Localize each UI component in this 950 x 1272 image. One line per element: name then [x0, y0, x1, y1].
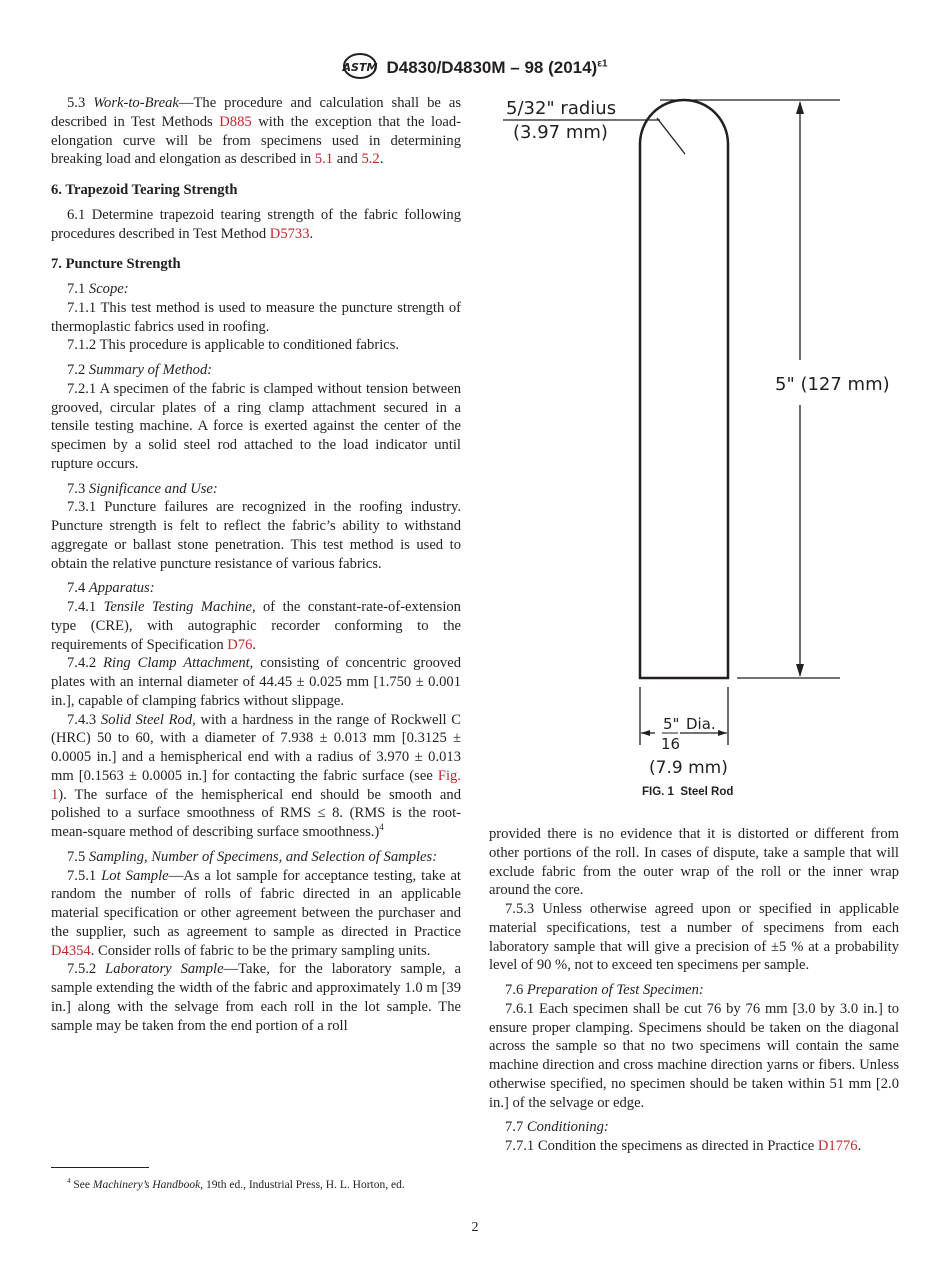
reference-link[interactable]: D76 — [227, 636, 253, 653]
dia-mm-label: (7.9 mm) — [649, 758, 728, 778]
text-run: 7.5.2 — [67, 961, 106, 978]
text-run: Work-to-Break — [93, 95, 179, 111]
dia-word: Dia. — [686, 715, 716, 733]
radius-leader-line — [657, 118, 685, 154]
footnote-ref: 4 — [379, 822, 384, 833]
text-run: consisting of concentric grooved plates with an internal diameter of 44.45 ± 0.025 mm [1.750 ± 0.001 in.], capable of clamping fabrics without slippage. — [51, 655, 461, 709]
text-run: provided there is no evidence that it is distorted or different from other portions of the roll. In cases of dispute, take a sample that will exclude fabric from the outer wrap of the roll or the inner wrap around the core. — [489, 826, 899, 899]
text-run: —As a lot sample for acceptance testing, take at random the number of rolls of fabric directed in an applicable material specification or other agreement between the purchaser and the supplier, such as agreement to sample as directed in Practice — [51, 867, 461, 940]
text-run: 7. Puncture Strength — [51, 256, 181, 273]
text-run: 7.4.2 — [67, 655, 104, 672]
text-run: 7.4.1 — [67, 599, 104, 615]
text-run: with the exception that the load-elongation curve will be from specimens used in determining breaking load and elongation as described in — [51, 113, 461, 168]
text-run: Ring Clamp Attachment, — [103, 655, 254, 672]
footnote-rule — [51, 1167, 149, 1168]
text-run: with a hardness in the range of Rockwell C (HRC) 50 to 60, with a diameter of 7.938 ± 0.013 mm [0.3125 ± 0.0005 in.] and a hemispherical end with a radius of 3.970 ± 0.013 mm [0.1563 ± 0.0005 in.] for contacting the fabric surface (see — [51, 711, 461, 784]
length-label: 5" (127 mm) — [775, 374, 890, 395]
text-run: Significance and Use: — [88, 480, 218, 497]
text-run: 7.3 — [67, 480, 89, 497]
reference-link[interactable]: D4354 — [51, 942, 91, 959]
footnote-title: Machinery’s Handbook — [92, 1178, 201, 1191]
text-run: Lot Sample — [101, 867, 169, 884]
arrow-up-icon — [796, 101, 804, 114]
arrow-right-icon — [718, 730, 727, 736]
text-run: . — [252, 636, 257, 653]
text-run: Sampling, Number of Specimens, and Selection of Samples: — [88, 848, 438, 865]
text-run: 7.6 — [505, 982, 527, 998]
text-run: Solid Steel Rod, — [100, 711, 196, 728]
rod-outline — [640, 100, 728, 678]
text-run: . Consider rolls of fabric to be the primary sampling units. — [90, 942, 431, 959]
figure-caption: FIG. 1 Steel Rod — [642, 786, 734, 798]
text-run: 5.3 — [67, 95, 94, 111]
text-run: 7.6.1 Each specimen shall be cut 76 by 76 mm [3.0 by 3.0 in.] to ensure proper clamping. Specimens should be taken on the diagonal across the sample so that no two specimens will contain the same machine direction and cross machine direction yarns or fibers. Unless otherwise specified, no specimen should be taken within 51 mm [2.0 in.] of the selvage or edge. — [489, 1000, 899, 1111]
dia-numerator: 5" — [663, 715, 680, 733]
text-run: . — [857, 1138, 862, 1154]
reference-link[interactable]: 5.2 — [361, 151, 380, 168]
paragraph — [489, 1137, 899, 1156]
page-number: 2 — [471, 1220, 479, 1235]
paragraph — [489, 825, 899, 900]
arrow-down-icon — [796, 664, 804, 677]
text-run: 7.1 — [67, 281, 89, 297]
designation-superscript: ε1 — [597, 58, 608, 70]
paragraph — [489, 1000, 899, 1113]
paragraph — [489, 1118, 899, 1137]
text-run: . — [379, 151, 384, 168]
reference-link[interactable]: D1776 — [817, 1138, 858, 1154]
reference-link[interactable]: Fig. 1 — [51, 767, 461, 803]
text-run: 7.2 — [67, 362, 89, 378]
radius-label: 5/32" radius — [506, 98, 617, 119]
right-column — [489, 825, 899, 1156]
radius-mm-label: (3.97 mm) — [513, 122, 608, 143]
svg-text:ASTM: ASTM — [343, 61, 378, 74]
text-run: —Take, for the laboratory sample, a sample extending the width of the fabric and approximately 1.0 m [39 in.] along with the selvage from each roll in the lot sample. The sample may be taken from the end portion of a roll — [51, 961, 461, 1034]
text-run: and — [333, 151, 362, 168]
paragraph — [51, 960, 461, 1035]
reference-link[interactable]: D5733 — [269, 225, 310, 242]
text-run: 6.1 Determine trapezoid tearing strength of the fabric following procedures described in Test Method — [51, 206, 461, 242]
text-run: 7.7.1 Condition the specimens as directed in Practice — [505, 1138, 818, 1154]
paragraph — [489, 981, 899, 1000]
text-run: —The procedure and calculation shall be as described in Test Methods — [51, 95, 461, 130]
text-run: 7.1.2 This procedure is applicable to conditioned fabrics. — [67, 337, 400, 354]
footnote-text: See — [73, 1178, 93, 1191]
paragraph — [51, 848, 461, 867]
text-run: Preparation of Test Specimen: — [526, 982, 704, 998]
footnote-text: , 19th ed., Industrial Press, H. L. Horton, ed. — [200, 1178, 405, 1191]
text-run: Laboratory Sample — [105, 961, 224, 978]
text-run: 7.5.3 Unless otherwise agreed upon or specified in applicable material specifications, test a number of specimens from each laboratory sample that will give a precision of ±5 % at a probability level of 90 %, not to exceed ten specimens per sample. — [489, 901, 899, 974]
text-run: 7.3.1 Puncture failures are recognized in the roofing industry. Puncture strength is felt to reflect the fabric’s ability to withstand aggregate or ballast stone penetration. This test method is used to obtain the relative puncture resistance of various fabrics. — [51, 499, 461, 572]
dia-denominator: 16 — [661, 735, 681, 753]
paragraph — [51, 867, 461, 961]
text-run: ). The surface of the hemispherical end should be smooth and polished to a surface smoothness of RMS ≤ 8. (RMS is the root-mean-square method of describing surface smoothness.) — [51, 786, 461, 840]
arrow-left-icon — [641, 730, 650, 736]
reference-link[interactable]: D885 — [219, 113, 252, 130]
footnote — [51, 1177, 461, 1191]
text-run: 6. Trapezoid Tearing Strength — [51, 182, 238, 198]
text-run: Conditioning: — [526, 1119, 609, 1136]
text-run: Scope: — [88, 281, 129, 297]
text-run: 7.4.3 — [67, 711, 101, 728]
text-run: 7.5 — [67, 848, 89, 865]
text-run: 7.4 — [67, 580, 89, 597]
text-run: . — [309, 225, 314, 242]
text-run: Summary of Method: — [88, 362, 213, 378]
paragraph — [489, 900, 899, 975]
text-run: Tensile Testing Machine, — [103, 599, 256, 615]
text-run: Apparatus: — [88, 580, 155, 597]
footnote-mark: 4 — [67, 1177, 71, 1185]
text-run: 7.7 — [505, 1119, 527, 1136]
text-run: 7.1.1 This test method is used to measure the puncture strength of thermoplastic fabrics used in roofing. — [51, 299, 461, 335]
designation: D4830/D4830M – 98 (2014) — [386, 57, 598, 77]
text-run: of the constant-rate-of-extension type (CRE), with autographic recorder conforming to the requirements of Specification — [51, 599, 461, 653]
text-run: 7.5.1 — [67, 867, 102, 884]
reference-link[interactable]: 5.1 — [314, 151, 334, 168]
text-run: 7.2.1 A specimen of the fabric is clamped without tension between grooved, circular plates of a ring clamp attachment secured in a tensile testing machine. A force is exerted against the center of the specimen by a solid steel rod attached to the load indicator until rupture occurs. — [51, 380, 461, 472]
